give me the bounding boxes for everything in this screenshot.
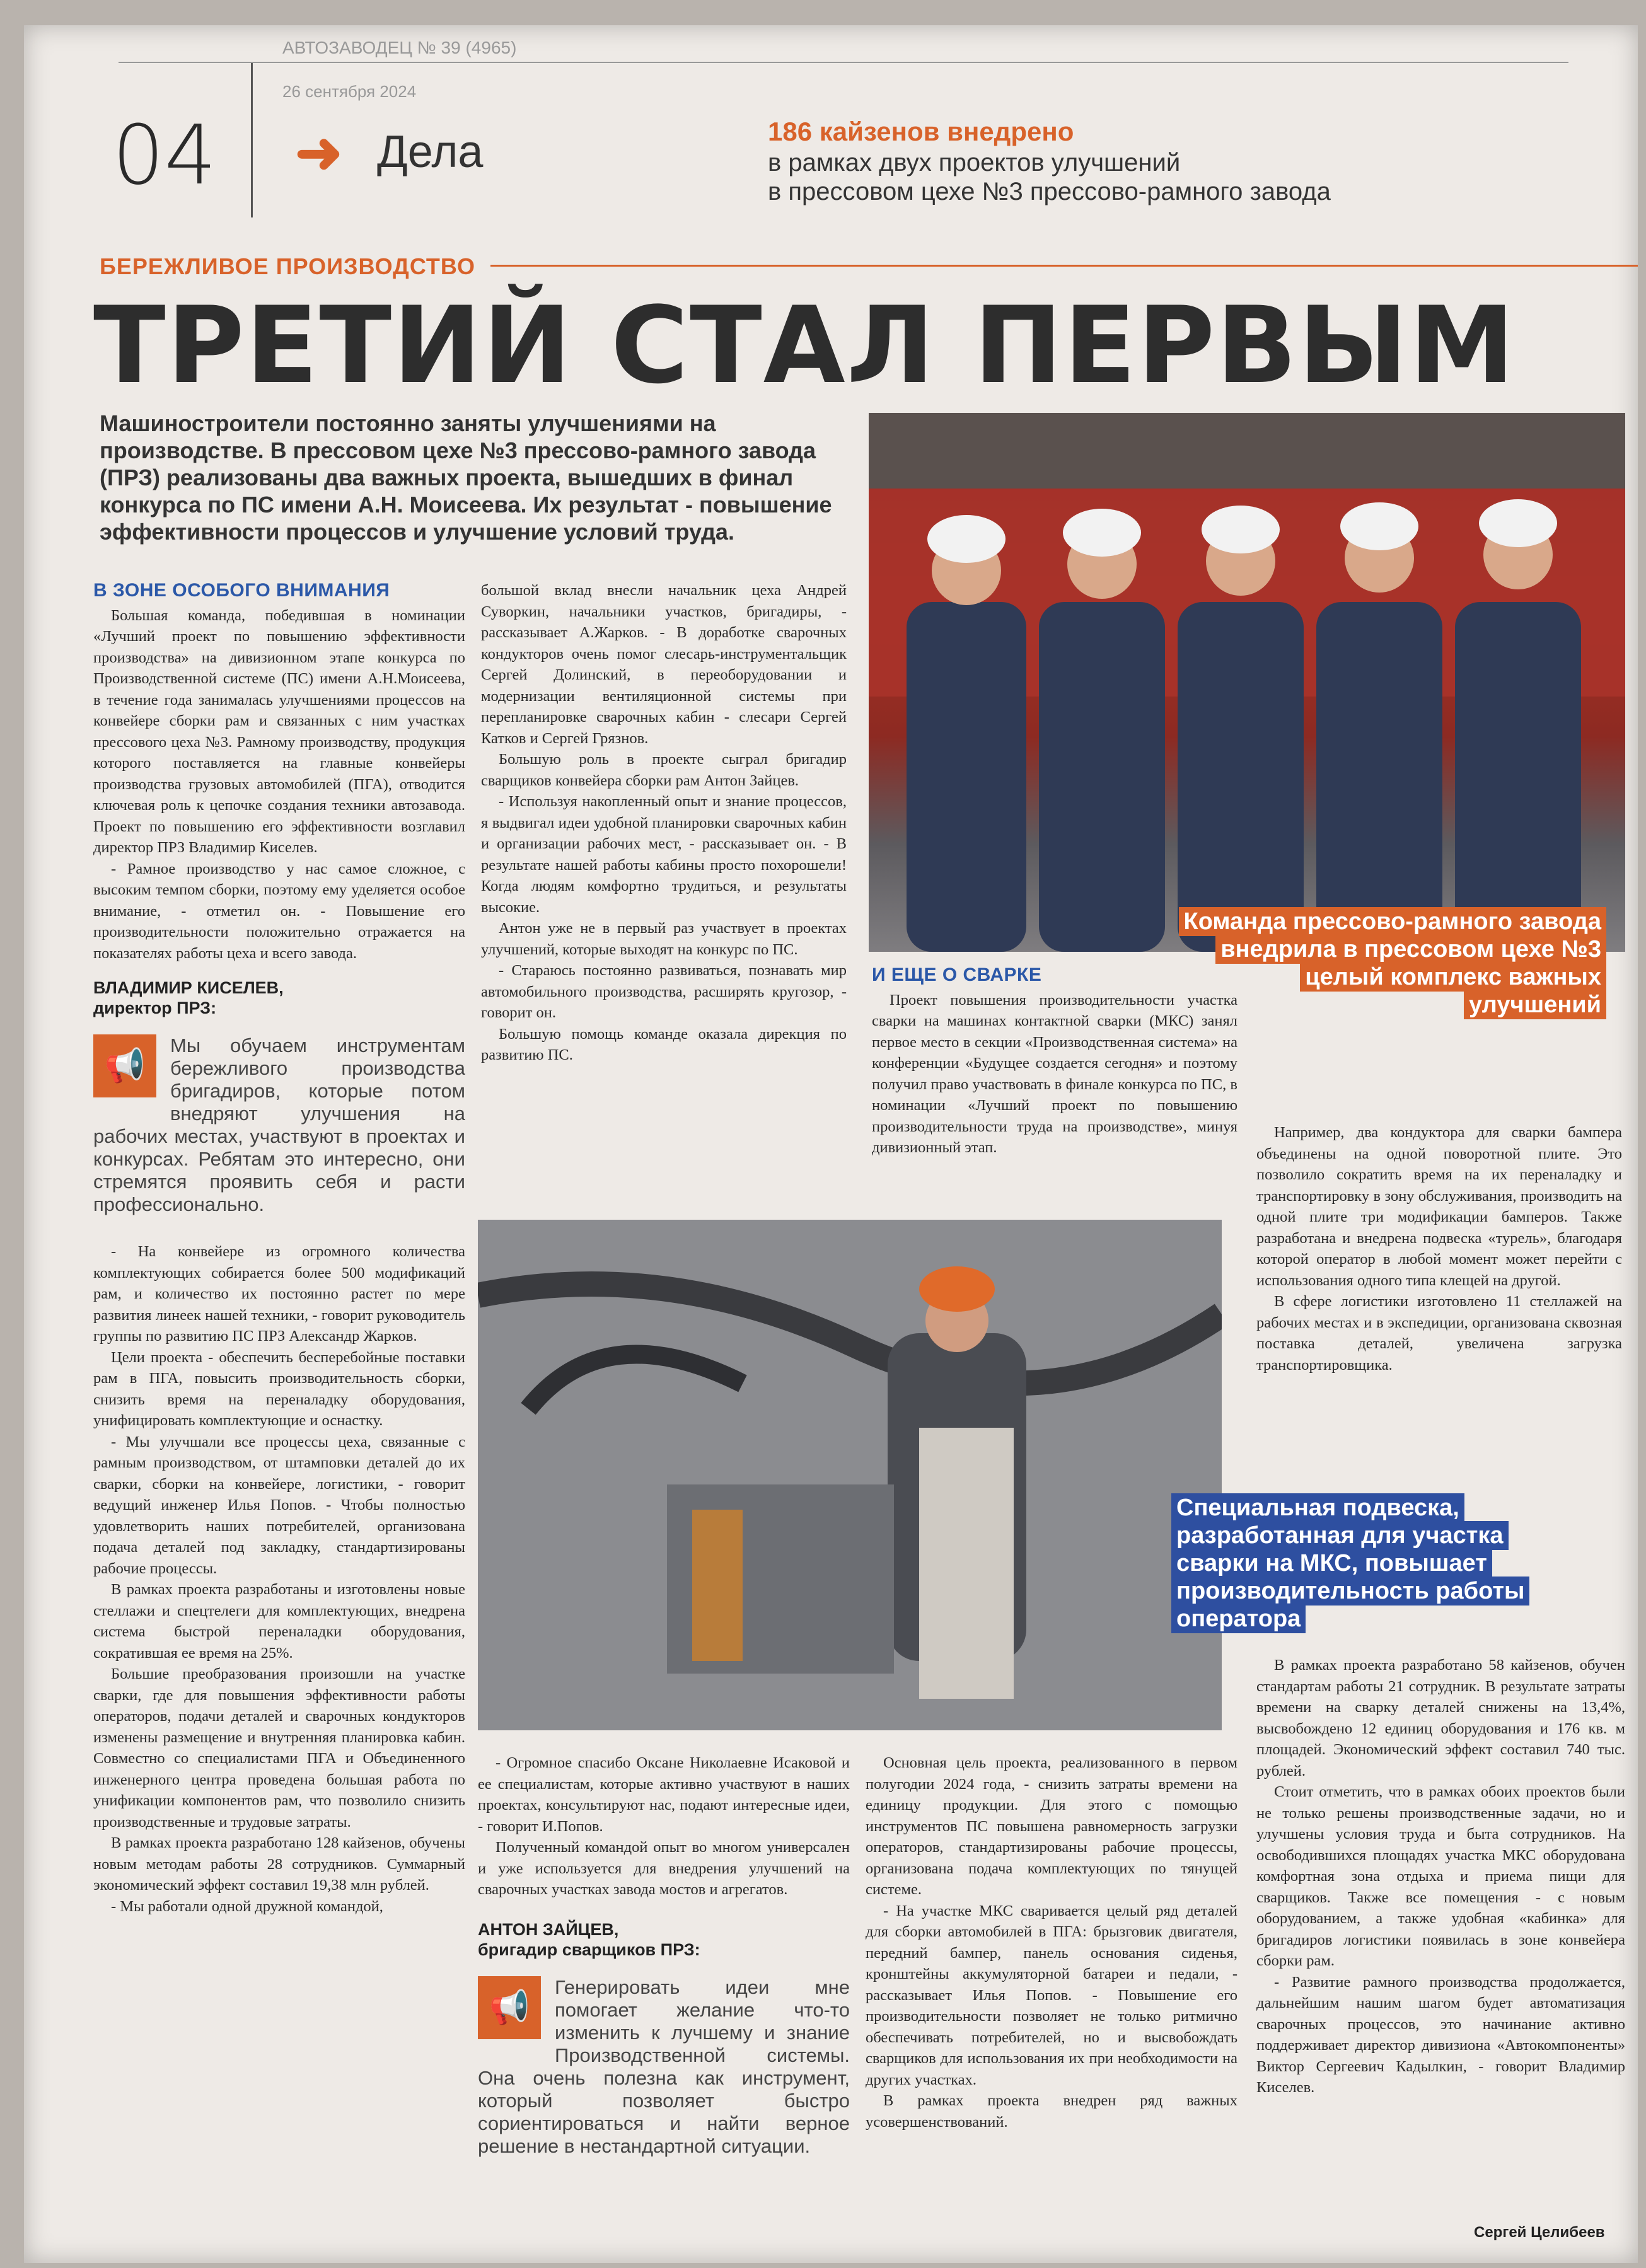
paragraph: Антон уже не в первый раз участвует в проектах улучшений, которые выходят на конкурс по ПС.	[481, 920, 847, 958]
signature-2	[478, 1919, 850, 1960]
paragraph: - На конвейере из огромного количества комплектующих собирается более 500 модификаций рам, и количество их постоянно растет по мере развития линеек нашей техники, - говорит руководитель группы по развитию ПС ПРЗ Александр Жарков.	[93, 1243, 465, 1345]
paragraph: - Развитие рамного производства продолжается, дальнейшим нашим шагом будет автоматизация сварочных процессов, это начинание активно поддерживает директор дивизиона «Автокомпоненты» Виктор Сергеевич Кадылкин, - говорит Владимир Киселев.	[1256, 1973, 1625, 2096]
newspaper-page	[24, 25, 1638, 2263]
paragraph: - На участке МКС сваривается целый ряд деталей для сборки автомобилей в ПГА: брызговик двигателя, передний бампер, панель основания сиденья, кронштейны аккумуляторной батареи и педали, - рассказывает Илья Попов. - Повышение его производительности позволяет не только ритмично обеспечивать потребителей, но и высвобождать сварщиков для использования их при необходимости на других участках.	[866, 1902, 1237, 2088]
lead: Машиностроители постоянно заняты улучшениями на производстве. В прессовом цехе №3 прессово-рамного завода (ПРЗ) реализованы два важных проекта, вышедших в финал конкурса по ПС имени А.Н. Моисеева. Их результат - повышение эффективности процессов и улучшение условий труда.	[100, 410, 832, 545]
paragraph: Большие преобразования произошли на участке сварки, где для повышения эффективности работы операторов, подачи деталей и сварочных кондукторов изменены размещение и внутренняя планировка кабин. Совместно со специалистами ПГА и Объединенного инженерного центра проведена большая работа по унификации компонентов рам, что позволило снизить производственные и трудовые затраты.	[93, 1665, 465, 1831]
megaphone-icon: 📢	[478, 1976, 541, 2039]
kicker: БЕРЕЖЛИВОЕ ПРОИЗВОДСТВО	[100, 253, 476, 279]
quote-text: Мы обучаем инструментам бережливого производства бригадиров, которые потом внедряют улучшения на рабочих местах, участвуют в проектах и конкурсах. Ребятам это интересно, они стремятся проявить себя и расти профессионально.	[93, 1034, 465, 1215]
photo-team	[869, 413, 1625, 952]
paragraph: Полученный командой опыт во многом универсален и уже используется для внедрения улучшений на сварочных участках завода мостов и агрегатов.	[478, 1839, 850, 1898]
top-rule	[119, 62, 1568, 63]
photo-welder	[478, 1220, 1222, 1730]
paragraph: Цели проекта - обеспечить бесперебойные поставки рам в ПГА, повысить производительность сборки, снизить время на переналадку оборудования, унифицировать комплектующие и оснастку.	[93, 1348, 465, 1429]
teaser-text: в рамках двух проектов улучшений в прессовом цехе №3 прессово-рамного завода	[768, 149, 1331, 205]
subhead-1: В ЗОНЕ ОСОБОГО ВНИМАНИЯ	[93, 580, 390, 601]
photo-welder-illustration	[478, 1220, 1222, 1730]
caption-text: Специальная подвеска, разработанная для участка сварки на МКС, повышает производительность работы оператора	[1171, 1493, 1529, 1633]
paragraph: Проект повышения производительности участка сварки на машинах контактной сварки (МКС) занял первое место в секции «Производственная система» на конференции «Будущее создается сегодня» и поэтому получил право участвовать в финале конкурса по ПС, в номинации «Лучший проект по повышению производительности труда на производстве», минуя дивизионный этап.	[872, 991, 1237, 1156]
signature-1	[93, 978, 465, 1018]
paragraph: Большую роль в проекте сыграл бригадир сварщиков конвейера сборки рам Антон Зайцев.	[481, 751, 847, 789]
signature-name: АНТОН ЗАЙЦЕВ,	[478, 1919, 619, 1939]
quote-1	[93, 1034, 465, 1216]
paragraph: В сфере логистики изготовлено 11 стеллажей на рабочих местах и в экспедиции, организована сквозная поставка деталей, увеличена загрузка транспортировщика.	[1256, 1293, 1622, 1374]
paragraph: В рамках проекта разработано 58 кайзенов, обучен стандартам работы 21 сотрудник. В результате затраты времени на сварку деталей снижены на 13,4%, высвобождено 12 единиц оборудования и 176 кв. м площадей. Экономический эффект составил 740 тыс. рублей.	[1256, 1657, 1625, 1779]
signature-name: ВЛАДИМИР КИСЕЛЕВ,	[93, 978, 284, 997]
teaser-title: 186 кайзенов внедрено	[768, 117, 1074, 146]
paragraph: Например, два кондуктора для сварки бампера объединены на одной поворотной плите. Это позволило сократить время на их переналадку и транспортировку в зону обслуживания, производить на одной плите три модификации бамперов. Также разработана и внедрена подвеска «турель», благодаря которой оператор в любой момент может перейти с использования одного типа клещей на другой.	[1256, 1124, 1622, 1289]
column-4-bottom	[1256, 1655, 1625, 2098]
caption-welder	[1171, 1494, 1562, 1633]
paragraph: - Используя накопленный опыт и знание процессов, я выдвигал идеи удобной планировки сварочных кабин и организации рабочих мест, - рассказывает он. - В результате нашей работы кабины просто похорошели! Когда людям комфортно трудиться, и результаты высокие.	[481, 793, 847, 916]
page-number: 04	[112, 107, 217, 203]
issue-date: 26 сентября 2024	[282, 82, 417, 101]
photo-team-illustration	[869, 413, 1625, 952]
paragraph: - Стараюсь постоянно развиваться, познавать мир автомобильного производства, расширять кругозор, - говорит он.	[481, 962, 847, 1021]
headline: ТРЕТИЙ СТАЛ ПЕРВЫМ	[93, 284, 1516, 407]
section-rule	[490, 265, 1638, 267]
paragraph: - Рамное производство у нас самое сложное, с высоким темпом сборки, поэтому ему уделяется особое внимание, - отметил он. - Повышение его производительности положительно отражается на показателях работы цеха и всего завода.	[93, 860, 465, 962]
paragraph: В рамках проекта разработано 128 кайзенов, обучены новым методам работы 28 сотрудников. Суммарный экономический эффект составил 19,38 млн рублей.	[93, 1834, 465, 1894]
subhead-2: И ЕЩЕ О СВАРКЕ	[872, 964, 1042, 985]
paragraph: Большая команда, победившая в номинации «Лучший проект по повышению эффективности производства» на дивизионном этапе конкурса по Производственной системе (ПС) имени А.Н.Моисеева, в течение года занималась улучшениями процессов на конвейере сборки рам и связанных с ним участках прессового цеха №3. Рамному производству, продукция которого поставляется на главные конвейеры производства грузовых автомобилей (ПГА), отводится ключевая роль к цепочке создания техники автозавода. Проект по повышению его эффективности возглавил директор ПРЗ Владимир Киселев.	[93, 606, 465, 856]
author-signature: Сергей Целибеев	[1474, 2224, 1605, 2241]
quote-text: Генерировать идеи мне помогает желание что-то изменить к лучшему и знание Производственной системы. Она очень полезна как инструмент, который позволяет быстро сориентироваться и найти верное решение в нестандартной ситуации.	[478, 1976, 850, 2157]
column-4-top	[1256, 1122, 1622, 1375]
paragraph: Стоит отметить, что в рамках обоих проектов были не только решены производственные задачи, но и улучшены условия труда и быта сотрудников. На освободившихся площадях участка МКС оборудована комфортная зона отдыха и приема пищи для сварщиков. Также все помещения - с новым оборудованием, а также удобная «кабинка» для бригадиров логистики появилась в зоне конвейера сборки рам.	[1256, 1783, 1625, 1969]
paragraph: большой вклад внесли начальник цеха Андрей Суворкин, начальники участков, бригадиры, - рассказывает А.Жарков. - В доработке сварочных кондукторов очень помог слесарь-инструментальщик Сергей Долинский, в переоборудовании и модернизации вентиляционной системы при перепланировке сварочных кабин - слесари Сергей Катков и Сергей Грязнов.	[481, 582, 847, 747]
caption-text: Команда прессово-рамного завода внедрила в прессовом цехе №3 целый комплекс важных улучшений	[1179, 907, 1606, 1019]
issue-info: АВТОЗАВОДЕЦ № 39 (4965)	[282, 38, 517, 57]
paragraph: - Мы улучшали все процессы цеха, связанные с рамным производством, от штамповки деталей до их сварки, сборки на конвейере, логистики, - говорит ведущий инженер Илья Попов. - Чтобы полностью удовлетворить наших потребителей, организована подача деталей под закладку, стандартизированы рабочие процессы.	[93, 1433, 465, 1577]
column-2-top	[481, 580, 847, 1066]
signature-role: директор ПРЗ:	[93, 998, 217, 1017]
quote-2	[478, 1976, 850, 2158]
column-2-bottom	[478, 1752, 850, 2158]
paragraph: - Мы работали одной дружной командой,	[111, 1897, 383, 1915]
paragraph: - Огромное спасибо Оксане Николаевне Исаковой и ее специалистам, которые активно участвуют в наших проектах, консультируют нас, подают интересные идеи, - говорит И.Попов.	[478, 1754, 850, 1835]
signature-role: бригадир сварщиков ПРЗ:	[478, 1940, 700, 1959]
arrow-right-icon: ➜	[295, 122, 343, 185]
paragraph: В рамках проекта внедрен ряд важных усовершенствований.	[866, 2092, 1237, 2131]
paragraph: В рамках проекта разработаны и изготовлены новые стеллажи и спецтелеги для комплектующих, внедрена система быстрой переналадки оборудования, сократившая ее время на 25%.	[93, 1581, 465, 1662]
column-1	[93, 580, 465, 1917]
rubric: Дела	[377, 127, 484, 177]
paragraph: Большую помощь команде оказала дирекция по развитию ПС.	[481, 1025, 847, 1063]
megaphone-icon: 📢	[93, 1034, 156, 1097]
header-divider	[251, 63, 253, 217]
column-3-top	[872, 964, 1237, 1159]
paragraph: Основная цель проекта, реализованного в первом полугодии 2024 года, - снизить затраты времени на единицу продукции. Для этого с помощью инструментов ПС повышена равномерность загрузки операторов, стандартизированы рабочие процессы, организована подача комплектующих по тянущей системе.	[866, 1754, 1237, 1898]
column-3-bottom	[866, 1752, 1237, 2132]
